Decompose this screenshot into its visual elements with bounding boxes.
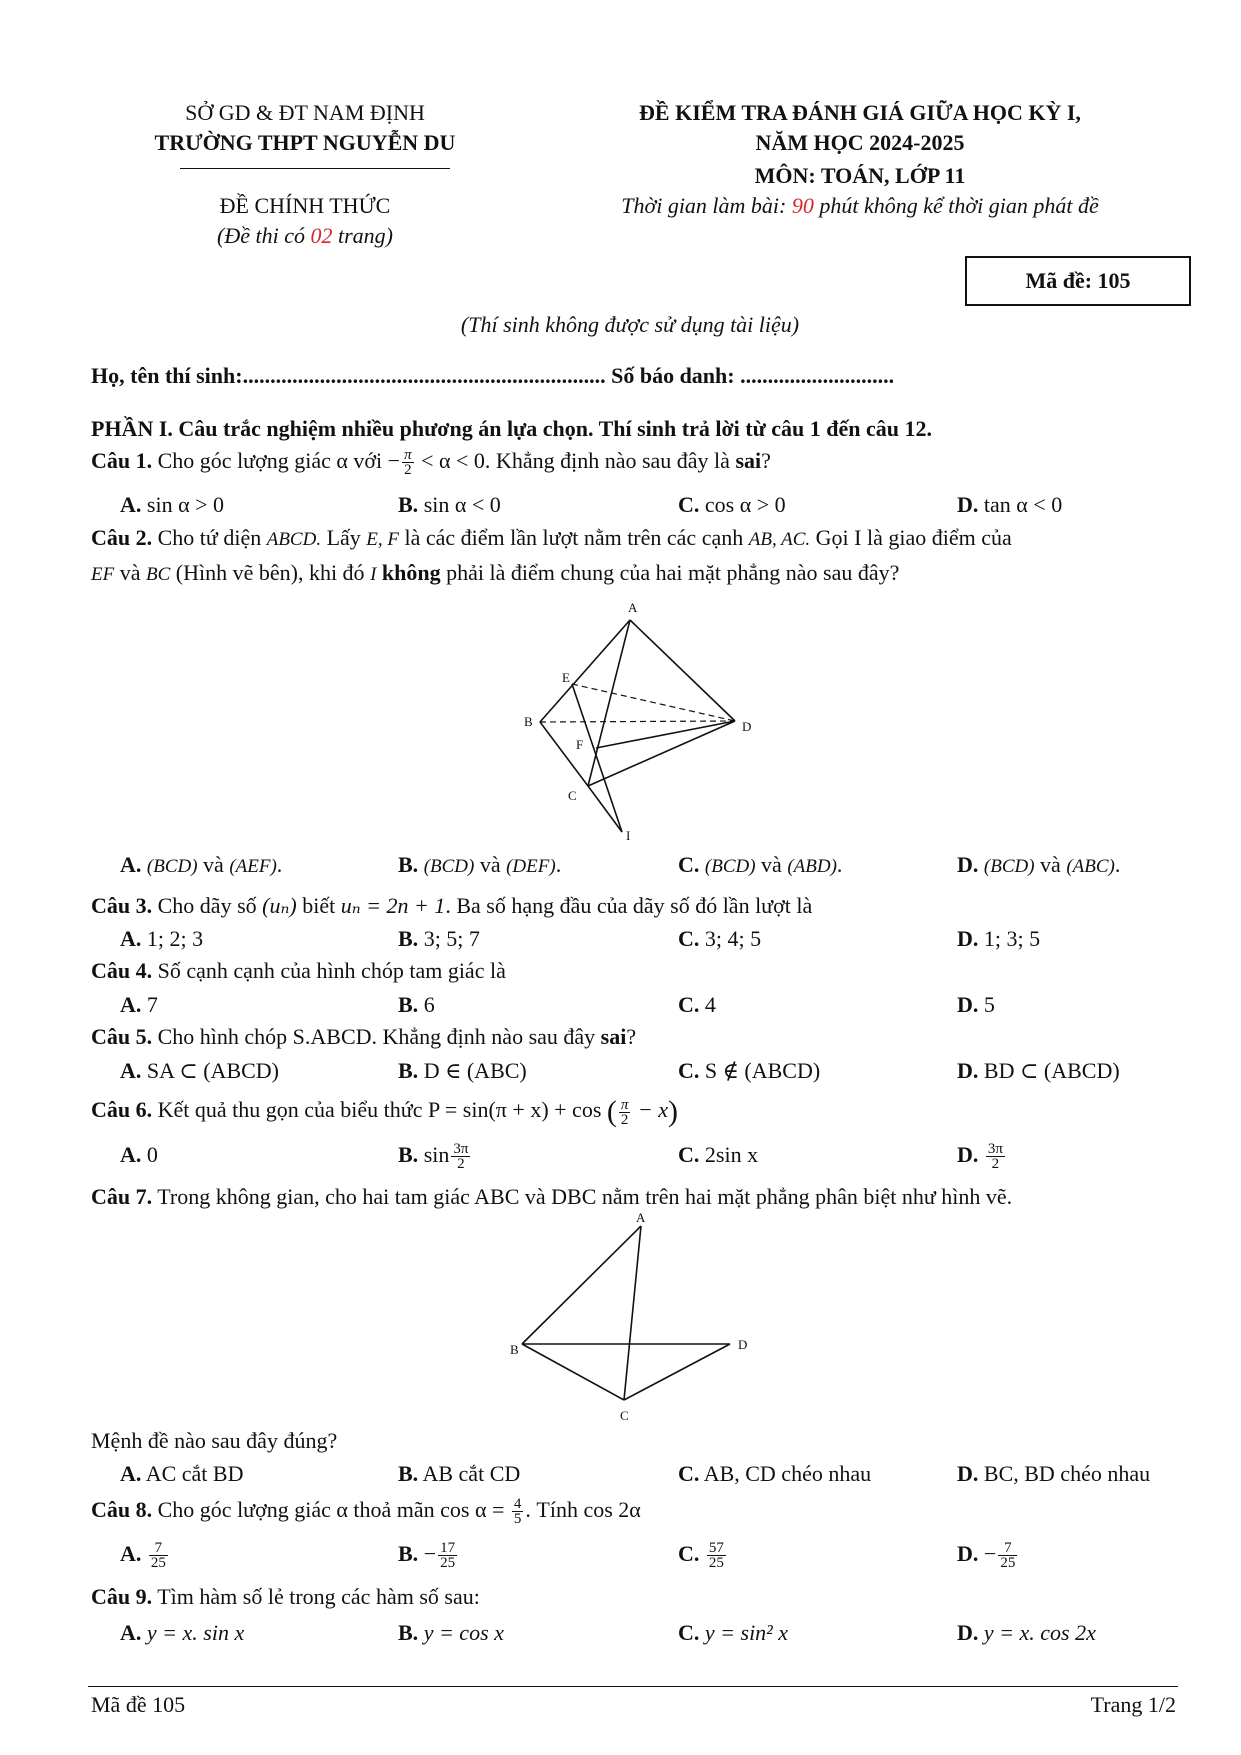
- q3-option-c[interactable]: C. 3; 4; 5: [678, 926, 762, 951]
- q3-option-d[interactable]: D. 1; 3; 5: [957, 926, 1041, 951]
- q2-option-c[interactable]: C. (BCD) và (ABD).: [678, 852, 843, 877]
- q5-option-d[interactable]: D. BD ⊂ (ABCD): [957, 1058, 1120, 1083]
- fig1-label-b: B: [524, 714, 533, 729]
- id-label: Số báo danh:: [611, 363, 735, 388]
- fig1-label-e: E: [562, 670, 570, 685]
- fig1-label-i: I: [626, 828, 631, 841]
- q1-option-d[interactable]: D. tan α < 0: [957, 492, 1063, 517]
- q6-option-d[interactable]: D. $\frac{3\pi}{2}$: [957, 1141, 1003, 1173]
- q9-option-c[interactable]: C. y = sin² x: [678, 1620, 789, 1645]
- exam-code-box: Mã đề: 105: [965, 256, 1191, 306]
- q7-option-b[interactable]: B. AB cắt CD: [398, 1461, 521, 1486]
- triangles-figure: [500, 1212, 770, 1428]
- q5-option-a[interactable]: A. SA ⊂ (ABCD): [120, 1058, 280, 1083]
- q8-option-a[interactable]: A. $\frac{7}{25}$: [120, 1540, 166, 1572]
- q6-option-c[interactable]: C. 2sin x: [678, 1142, 759, 1167]
- q9-option-d[interactable]: D. y = x. cos 2x: [957, 1620, 1096, 1645]
- q1-option-c[interactable]: C. cos α > 0: [678, 492, 786, 517]
- fig1-label-c: C: [568, 788, 577, 803]
- tetrahedron-figure: [510, 596, 770, 841]
- q3-option-a[interactable]: A. 1; 2; 3: [120, 926, 204, 951]
- question-8: Câu 8. Cho góc lượng giác α thoả mãn cos α = $\frac{4}{5}$ . Tính cos 2α: [91, 1496, 641, 1528]
- header-rule: [180, 168, 450, 169]
- question-2-line1: Câu 2. Cho tứ diện ABCD. Lấy E, F là các điểm lần lượt nằm trên các cạnh AB, AC. Gọi I là giao điểm của: [91, 525, 1012, 550]
- page-count: (Đề thi có 02 trang): [217, 223, 393, 248]
- q2-option-b[interactable]: B. (BCD) và (DEF).: [398, 852, 562, 877]
- no-materials-note: (Thí sinh không được sử dụng tài liệu): [460, 312, 800, 337]
- q4-option-a[interactable]: A. 7: [120, 992, 158, 1017]
- name-field[interactable]: ..................................................................: [242, 363, 606, 388]
- question-4: Câu 4. Số cạnh cạnh của hình chóp tam giác là: [91, 958, 506, 983]
- fig2-label-b: B: [510, 1342, 519, 1357]
- school-year: NĂM HỌC 2024-2025: [755, 130, 965, 155]
- q2-option-a[interactable]: A. (BCD) và (AEF).: [120, 852, 283, 877]
- q8-option-d[interactable]: D. − $\frac{7}{25}$: [957, 1540, 1016, 1572]
- candidate-line: [91, 363, 894, 389]
- fig1-label-d: D: [742, 719, 752, 734]
- name-label: Họ, tên thí sinh:: [91, 363, 243, 388]
- q6-option-a[interactable]: A. 0: [120, 1142, 158, 1167]
- q6-option-b[interactable]: B. sin $\frac{3\pi}{2}$: [398, 1141, 469, 1173]
- pi-over-2: $\frac{\pi}{2}$: [404, 447, 412, 479]
- question-6: Câu 6. Kết quả thu gọn của biểu thức P = sin(π + x) + cos ( $\frac{\pi}{2}$ − x): [91, 1095, 679, 1128]
- fig2-label-a: A: [636, 1212, 646, 1225]
- q5-option-b[interactable]: B. D ∈ (ABC): [398, 1058, 527, 1083]
- fig2-label-d: D: [738, 1337, 748, 1352]
- q9-option-b[interactable]: B. y = cos x: [398, 1620, 504, 1645]
- q8-option-b[interactable]: B. − $\frac{17}{25}$: [398, 1540, 456, 1572]
- fig2-label-c: C: [620, 1408, 629, 1423]
- q4-option-b[interactable]: B. 6: [398, 992, 435, 1017]
- dept-name: SỞ GD & ĐT NAM ĐỊNH: [185, 100, 425, 125]
- question-2-line2: EF và BC (Hình vẽ bên), khi đó I không phải là điểm chung của hai mặt phẳng nào sau đây?: [91, 560, 900, 585]
- question-7: Câu 7. Trong không gian, cho hai tam giác ABC và DBC nằm trên hai mặt phẳng phân biệt như hình vẽ.: [91, 1184, 1013, 1209]
- footer-rule: [88, 1686, 1178, 1687]
- school-name: TRƯỜNG THPT NGUYỄN DU: [154, 130, 456, 155]
- q9-option-a[interactable]: A. y = x. sin x: [120, 1620, 245, 1645]
- q7-option-c[interactable]: C. AB, CD chéo nhau: [678, 1461, 872, 1486]
- id-field[interactable]: ............................: [740, 363, 895, 388]
- q3-option-b[interactable]: B. 3; 5; 7: [398, 926, 480, 951]
- q7-option-d[interactable]: D. BC, BD chéo nhau: [957, 1461, 1151, 1486]
- question-7-prompt: Mệnh đề nào sau đây đúng?: [91, 1428, 338, 1453]
- q7-option-a[interactable]: A. AC cắt BD: [120, 1461, 244, 1486]
- q4-option-d[interactable]: D. 5: [957, 992, 995, 1017]
- fig1-label-a: A: [628, 600, 638, 615]
- question-1: Câu 1. Cho góc lượng giác α với − $\frac{\pi}{2}$ < α < 0. Khẳng định nào sau đây là sai?: [91, 447, 771, 479]
- q1-option-b[interactable]: B. sin α < 0: [398, 492, 501, 517]
- exam-title: ĐỀ KIỂM TRA ĐÁNH GIÁ GIỮA HỌC KỲ I,: [639, 100, 1081, 125]
- official-label: ĐỀ CHÍNH THỨC: [219, 193, 391, 218]
- subject: MÔN: TOÁN, LỚP 11: [754, 163, 966, 188]
- question-5: Câu 5. Cho hình chóp S.ABCD. Khẳng định nào sau đây sai?: [91, 1024, 637, 1049]
- question-3: Câu 3. Cho dãy số (uₙ) biết uₙ = 2n + 1. Ba số hạng đầu của dãy số đó lần lượt là: [91, 893, 813, 918]
- fig1-label-f: F: [576, 737, 584, 752]
- q4-option-c[interactable]: C. 4: [678, 992, 716, 1017]
- q2-option-d[interactable]: D. (BCD) và (ABC).: [957, 852, 1121, 877]
- question-9: Câu 9. Tìm hàm số lẻ trong các hàm số sau:: [91, 1584, 480, 1609]
- part-heading: PHẦN I. Câu trắc nghiệm nhiều phương án lựa chọn. Thí sinh trả lời từ câu 1 đến câu 12.: [91, 416, 933, 441]
- q8-option-c[interactable]: C. $\frac{57}{25}$: [678, 1540, 724, 1572]
- q1-option-a[interactable]: A. sin α > 0: [120, 492, 224, 517]
- footer-exam-code: Mã đề 105: [91, 1692, 186, 1717]
- q5-option-c[interactable]: C. S ∉ (ABCD): [678, 1058, 821, 1083]
- page-number: Trang 1/2: [1090, 1692, 1176, 1717]
- time-limit: Thời gian làm bài: 90 phút không kể thời gian phát đề: [621, 193, 1099, 218]
